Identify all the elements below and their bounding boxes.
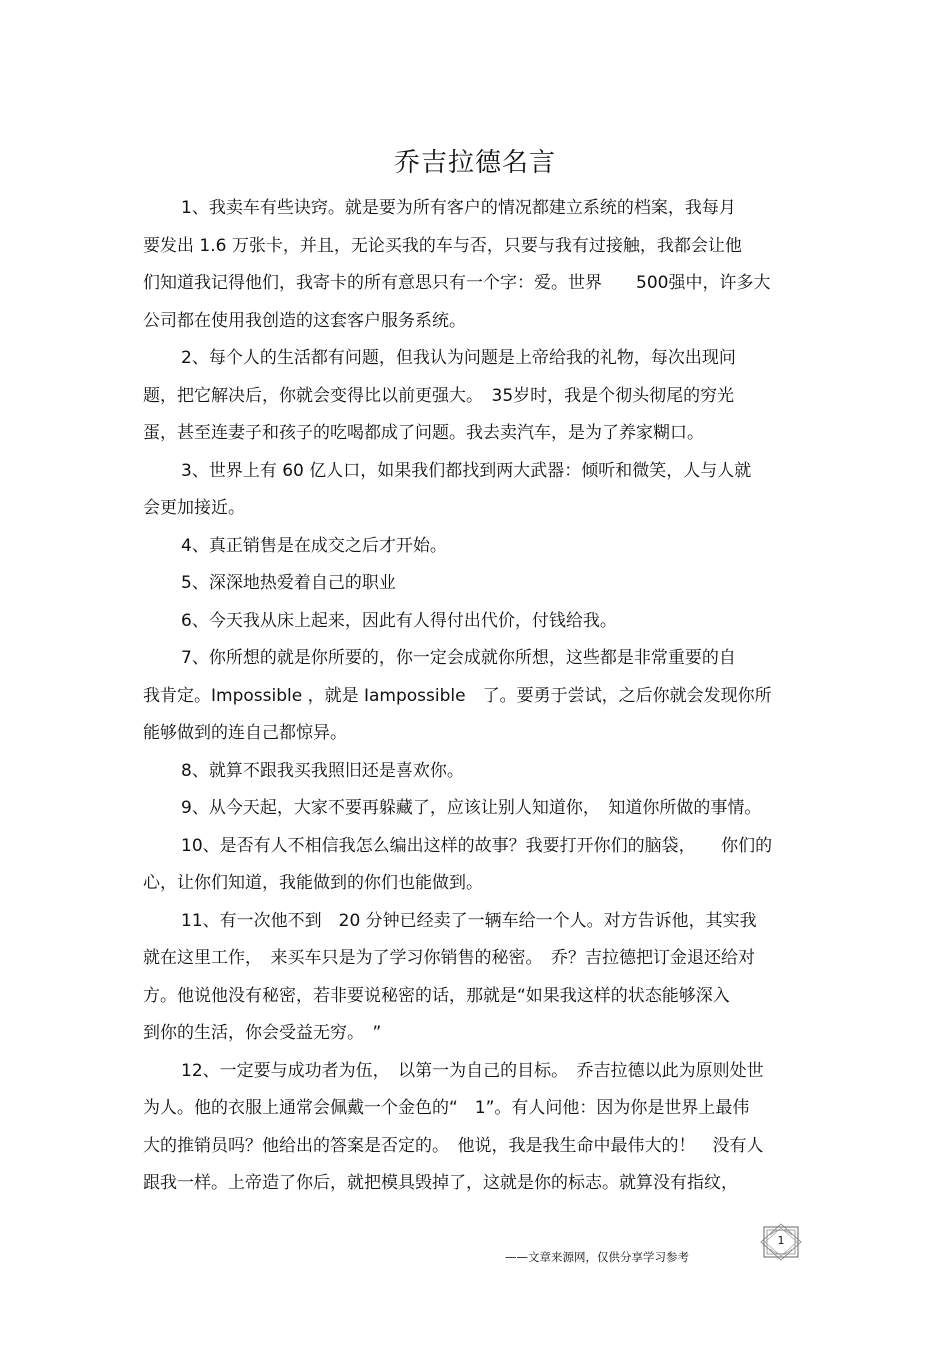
paragraph-4 [143, 528, 823, 566]
paragraph-line: 会更加接近。 [143, 498, 245, 518]
paragraph-line: 7、你所想的就是你所要的，你一定会成就你所想，这些都是非常重要的自 [181, 648, 736, 668]
paragraph-line: 5、深深地热爱着自己的职业 [181, 573, 396, 593]
paragraph-8 [143, 753, 823, 791]
paragraph-line: 们知道我记得他们，我寄卡的所有意思只有一个字：爱。世界 500强中，许多大 [143, 273, 771, 293]
paragraph-11 [143, 903, 823, 1053]
paragraph-line: 6、今天我从床上起来，因此有人得付出代价，付钱给我。 [181, 610, 617, 631]
paragraph-line: 就在这里工作， 来买车只是为了学习你销售的秘密。 乔？吉拉德把订金退还给对 [143, 948, 755, 968]
paragraph-line: 心，让你们知道，我能做到的你们也能做到。 [143, 873, 483, 893]
paragraph-line: 公司都在使用我创造的这套客户服务系统。 [143, 310, 466, 331]
paragraph-line: 要发出 1.6 万张卡，并且，无论买我的车与否，只要与我有过接触，我都会让他 [143, 235, 742, 256]
paragraph-3 [143, 453, 823, 528]
paragraph-line: 我肯定。Impossible ，就是 Iampossible 了。要勇于尝试，之后你就会发现你所 [143, 685, 772, 706]
paragraph-line: 题，把它解决后，你就会变得比以前更强大。 35岁时，我是个彻头彻尾的穷光 [143, 385, 735, 406]
paragraph-9 [143, 790, 823, 828]
paragraph-line: 跟我一样。上帝造了你后，就把模具毁掉了，这就是你的标志。就算没有指纹， [143, 1173, 738, 1193]
paragraph-6 [143, 603, 823, 641]
paragraph-line: 大的推销员吗？他给出的答案是否定的。 他说，我是我生命中最伟大的！ 没有人 [143, 1135, 764, 1156]
paragraph-10 [143, 828, 823, 903]
paragraph-line: 8、就算不跟我买我照旧还是喜欢你。 [181, 760, 464, 781]
paragraph-line: 2、每个人的生活都有问题，但我认为问题是上帝给我的礼物，每次出现问 [181, 348, 736, 368]
paragraph-line: 3、世界上有 60 亿人口，如果我们都找到两大武器：倾听和微笑，人与人就 [181, 460, 752, 481]
footer-note: ——文章来源网，仅供分享学习参考 [505, 1250, 689, 1264]
paragraph-line: 能够做到的连自己都惊异。 [143, 723, 347, 743]
paragraph-5 [143, 565, 823, 603]
paragraph-line: 方。他说他没有秘密，若非要说秘密的话，那就是“如果我这样的状态能够深入 [143, 985, 730, 1006]
page-title: 乔吉拉德名言 [393, 148, 556, 178]
paragraph-1 [143, 190, 823, 340]
paragraph-line: 12、一定要与成功者为伍， 以第一为自己的目标。 乔吉拉德以此为原则处世 [181, 1060, 764, 1081]
page-number: 1 [777, 1234, 785, 1247]
paragraph-12 [143, 1053, 823, 1203]
paragraph-2 [143, 340, 823, 453]
paragraph-line: 11、有一次他不到 20 分钟已经卖了一辆车给一个人。对方告诉他，其实我 [181, 910, 757, 931]
paragraph-line: 蛋，甚至连妻子和孩子的吃喝都成了问题。我去卖汽车，是为了养家糊口。 [143, 423, 704, 443]
paragraph-line: 10、是否有人不相信我怎么编出这样的故事？我要打开你们的脑袋， 你们的 [181, 835, 773, 856]
body-text [143, 190, 823, 1203]
paragraph-7 [143, 640, 823, 753]
paragraph-line: 1、我卖车有些诀窍。就是要为所有客户的情况都建立系统的档案，我每月 [181, 198, 736, 218]
paragraph-line: 为人。他的衣服上通常会佩戴一个金色的“ 1”。有人问他：因为你是世界上最伟 [143, 1098, 750, 1118]
paragraph-line: 9、从今天起，大家不要再躲藏了，应该让别人知道你， 知道你所做的事情。 [181, 798, 762, 818]
paragraph-line: 4、真正销售是在成交之后才开始。 [181, 535, 447, 556]
paragraph-line: 到你的生活，你会受益无穷。 ” [143, 1023, 382, 1043]
